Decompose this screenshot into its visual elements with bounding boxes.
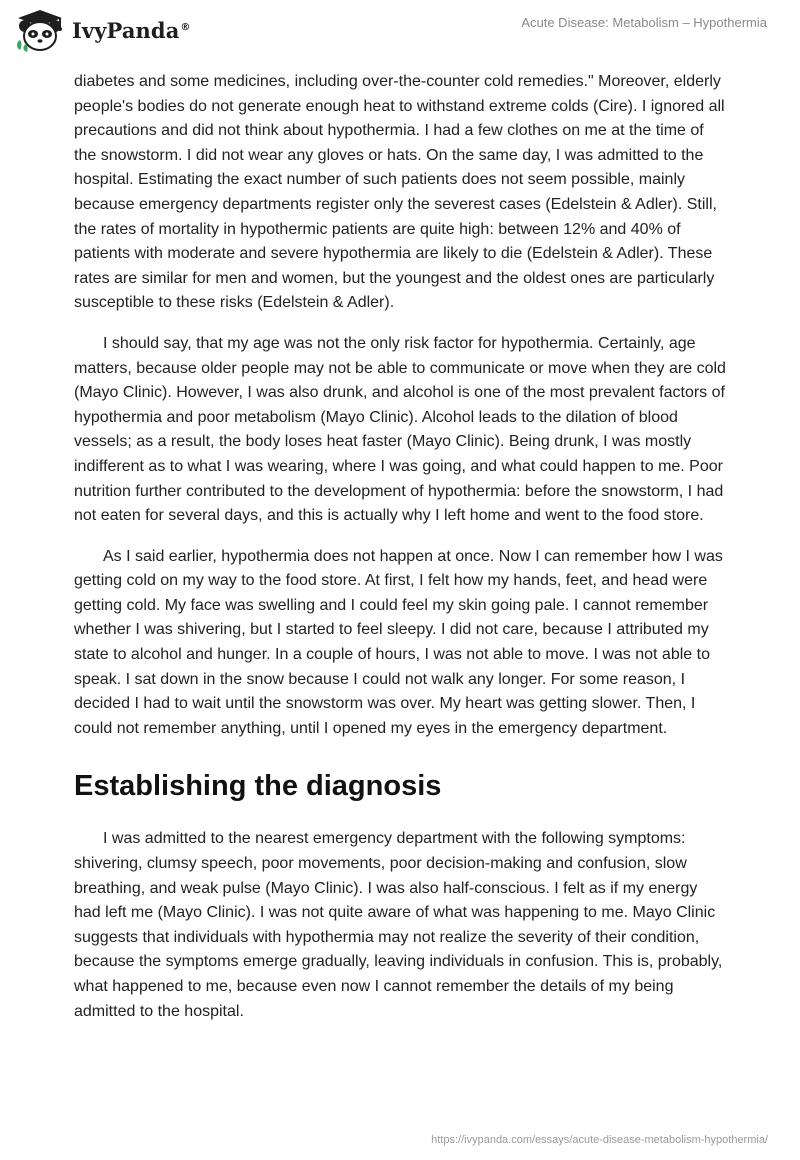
panda-logo-icon <box>14 8 66 52</box>
paragraph-3: As I said earlier, hypothermia does not happen at once. Now I can remember how I was getting cold on my way to the food store. At first, I felt how my hands, feet, and head were getting cold. My face was swelling and I could feel my skin going pale. I cannot remember whether I was shivering, but I started to feel sleepy. I did not care, because I attributed my state to alcohol and hunger. In a couple of hours, I was not able to move. I was not able to speak. I sat down in the snow because I could not walk any longer. For some reason, I decided I had to wait until the snowstorm was over. My heart was getting slower. Then, I could not remember anything, until I opened my eyes in the emergency department. <box>74 547 723 737</box>
document-title: Acute Disease: Metabolism – Hypothermia <box>521 15 767 30</box>
essay-body <box>74 70 726 1040</box>
paragraph-2: I should say, that my age was not the only risk factor for hypothermia. Certainly, age matters, because older people may not be able to communicate or move when they are cold (Mayo Clinic). However, I was also drunk, and alcohol is one of the most prevalent factors of hypothermia and poor metabolism (Mayo Clinic). Alcohol leads to the dilation of blood vessels; as a result, the body loses heat faster (Mayo Clinic). Being drunk, I was mostly indifferent as to what I was wearing, where I was going, and what could happen to me. Poor nutrition further contributed to the development of hypothermia: before the snowstorm, I had not eaten for several days, and this is actually why I left home and went to the food store. <box>74 334 726 525</box>
site-logo[interactable] <box>14 8 191 52</box>
section-heading: Establishing the diagnosis <box>74 770 442 803</box>
source-url[interactable]: https://ivypanda.com/essays/acute-disease-metabolism-hypothermia/ <box>431 1134 768 1146</box>
paragraph-1: diabetes and some medicines, including over-the-counter cold remedies." Moreover, elderly people's bodies do not generate enough heat to withstand extreme colds (Cire). I ignored all precautions and did not think about hypothermia. I had a few clothes on me at the time of the snowstorm. I did not wear any gloves or hats. On the same day, I was admitted to the hospital. Estimating the exact number of such patients does not seem possible, mainly because emergency departments register only the severest cases (Edelstein & Adler). Still, the rates of mortality in hypothermic patients are quite high: between 12% and 40% of patients with moderate and severe hypothermia are likely to die (Edelstein & Adler). These rates are similar for men and women, but the youngest and the oldest ones are particularly susceptible to these risks (Edelstein & Adler). <box>74 73 725 312</box>
logo-wordmark: IvyPanda® <box>72 17 191 43</box>
page-header <box>0 0 800 70</box>
paragraph-4: I was admitted to the nearest emergency department with the following symptoms: shivering, clumsy speech, poor movements, poor decision-making and confusion, slow breathing, and weak pulse (Mayo Clinic). I was also half-conscious. I felt as if my energy had left me (Mayo Clinic). I was not quite aware of what was happening to me. Mayo Clinic suggests that individuals with hypothermia may not realize the severity of their condition, because the symptoms emerge gradually, leaving individuals in confusion. This is, probably, what happened to me, because even now I cannot remember the details of my being admitted to the hospital. <box>74 830 723 1020</box>
